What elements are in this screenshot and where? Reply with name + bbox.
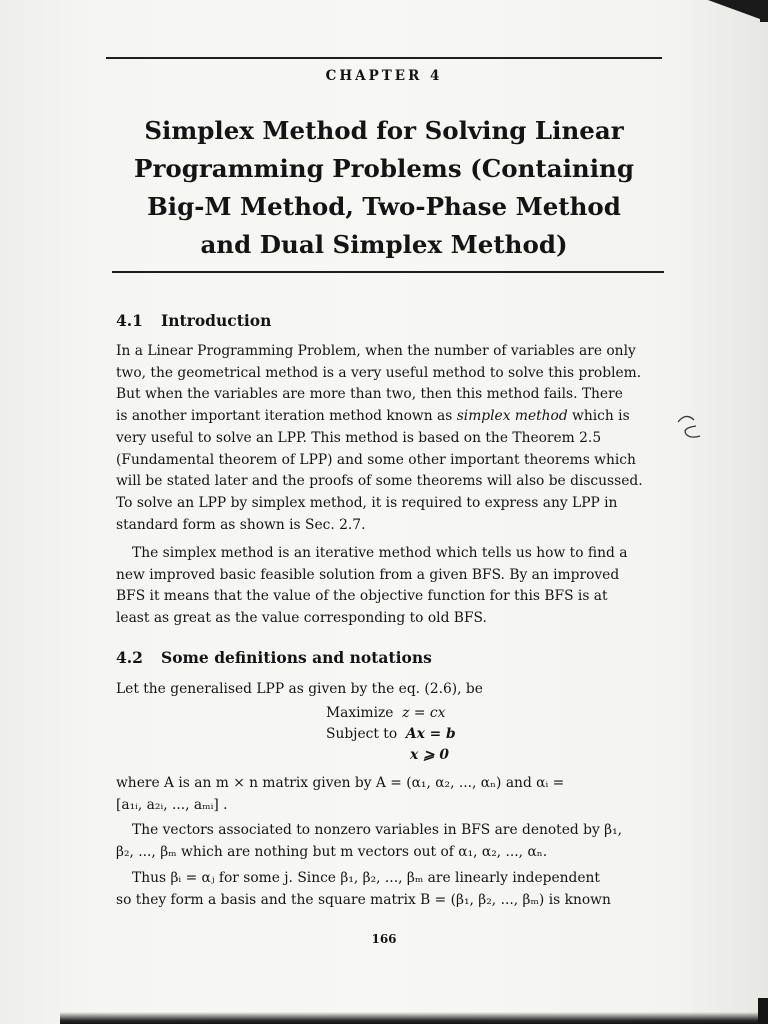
defs-where-paragraph bbox=[116, 773, 664, 816]
section-heading-definitions bbox=[116, 648, 432, 667]
chapter-title-line: and Dual Simplex Method) bbox=[200, 230, 568, 259]
text-line: so they form a basis and the square matrix B = (β₁, β₂, ..., βₘ) is known bbox=[116, 891, 611, 908]
page-corner-shadow bbox=[708, 0, 768, 22]
section-number: 4.1 bbox=[116, 311, 143, 330]
chapter-title bbox=[120, 112, 648, 264]
text-line: β₂, ..., βₘ which are nothing but m vectors out of α₁, α₂, ..., αₙ. bbox=[116, 843, 548, 860]
defs-intro-line: Let the generalised LPP as given by the eq. (2.6), be bbox=[116, 681, 483, 697]
equation-keyword: Maximize bbox=[326, 705, 394, 721]
text-fragment: which is bbox=[567, 408, 630, 425]
text-line: Thus βᵢ = αⱼ for some j. Since β₁, β₂, ..., βₘ are linearly independent bbox=[132, 870, 600, 886]
defs-vectors-paragraph bbox=[116, 820, 664, 863]
chapter-label: CHAPTER 4 bbox=[325, 68, 443, 84]
equation-objective bbox=[326, 705, 445, 721]
text-line: In a Linear Programming Problem, when the number of variables are only bbox=[116, 343, 636, 359]
top-rule bbox=[106, 57, 662, 59]
text-line: where A is an m × n matrix given by A = (α₁, α₂, ..., αₙ) and αᵢ = bbox=[116, 775, 565, 791]
page-bottom-shadow bbox=[60, 1012, 768, 1024]
text-line: To solve an LPP by simplex method, it is required to express any LPP in bbox=[116, 494, 618, 511]
text-line: The vectors associated to nonzero variables in BFS are denoted by β₁, bbox=[132, 822, 623, 838]
text-line: [a₁ᵢ, a₂ᵢ, ..., aₘᵢ] . bbox=[116, 796, 228, 813]
text-line: very useful to solve an LPP. This method is based on the Theorem 2.5 bbox=[116, 429, 602, 446]
text-line: standard form as shown is Sec. 2.7. bbox=[116, 516, 366, 533]
section-heading-introduction bbox=[116, 311, 271, 330]
text-line: (Fundamental theorem of LPP) and some other important theorems which bbox=[116, 451, 636, 468]
text-line: BFS it means that the value of the objective function for this BFS is at bbox=[116, 588, 608, 605]
equation-expression: x ⩾ 0 bbox=[410, 747, 449, 763]
text-line: But when the variables are more than two, then this method fails. There bbox=[116, 386, 623, 403]
text-line: will be stated later and the proofs of some theorems will also be discussed. bbox=[116, 473, 643, 490]
title-bottom-rule bbox=[112, 271, 664, 273]
text-line: new improved basic feasible solution from a given BFS. By an improved bbox=[116, 566, 620, 583]
intro-paragraph-2 bbox=[116, 543, 664, 630]
section-title: Introduction bbox=[161, 311, 272, 330]
page-corner-curl bbox=[758, 998, 768, 1024]
text-line bbox=[116, 406, 664, 428]
chapter-title-line: Simplex Method for Solving Linear bbox=[144, 116, 624, 145]
text-line: least as great as the value corresponding to old BFS. bbox=[116, 610, 487, 627]
text-line: The simplex method is an iterative method which tells us how to find a bbox=[132, 545, 628, 561]
text-fragment: is another important iteration method known as bbox=[116, 408, 457, 425]
defs-thus-paragraph bbox=[116, 868, 664, 911]
equation-constraint bbox=[326, 726, 456, 742]
equation-expression: Ax = b bbox=[405, 726, 456, 742]
italic-term: simplex method bbox=[456, 408, 568, 425]
equation-expression: z = cx bbox=[402, 705, 446, 721]
page-number: 166 bbox=[371, 932, 397, 946]
equation-keyword: Subject to bbox=[326, 726, 398, 742]
section-number: 4.2 bbox=[116, 648, 143, 667]
text-line: two, the geometrical method is a very useful method to solve this problem. bbox=[116, 364, 642, 381]
page-corner-shadow-edge bbox=[760, 0, 768, 22]
chapter-title-line: Big-M Method, Two-Phase Method bbox=[147, 192, 621, 221]
section-title: Some definitions and notations bbox=[161, 648, 432, 667]
chapter-title-line: Programming Problems (Containing bbox=[134, 154, 634, 183]
margin-pencil-mark bbox=[674, 412, 704, 446]
equation-nonnegativity bbox=[410, 747, 449, 763]
intro-paragraph-1 bbox=[116, 341, 664, 536]
